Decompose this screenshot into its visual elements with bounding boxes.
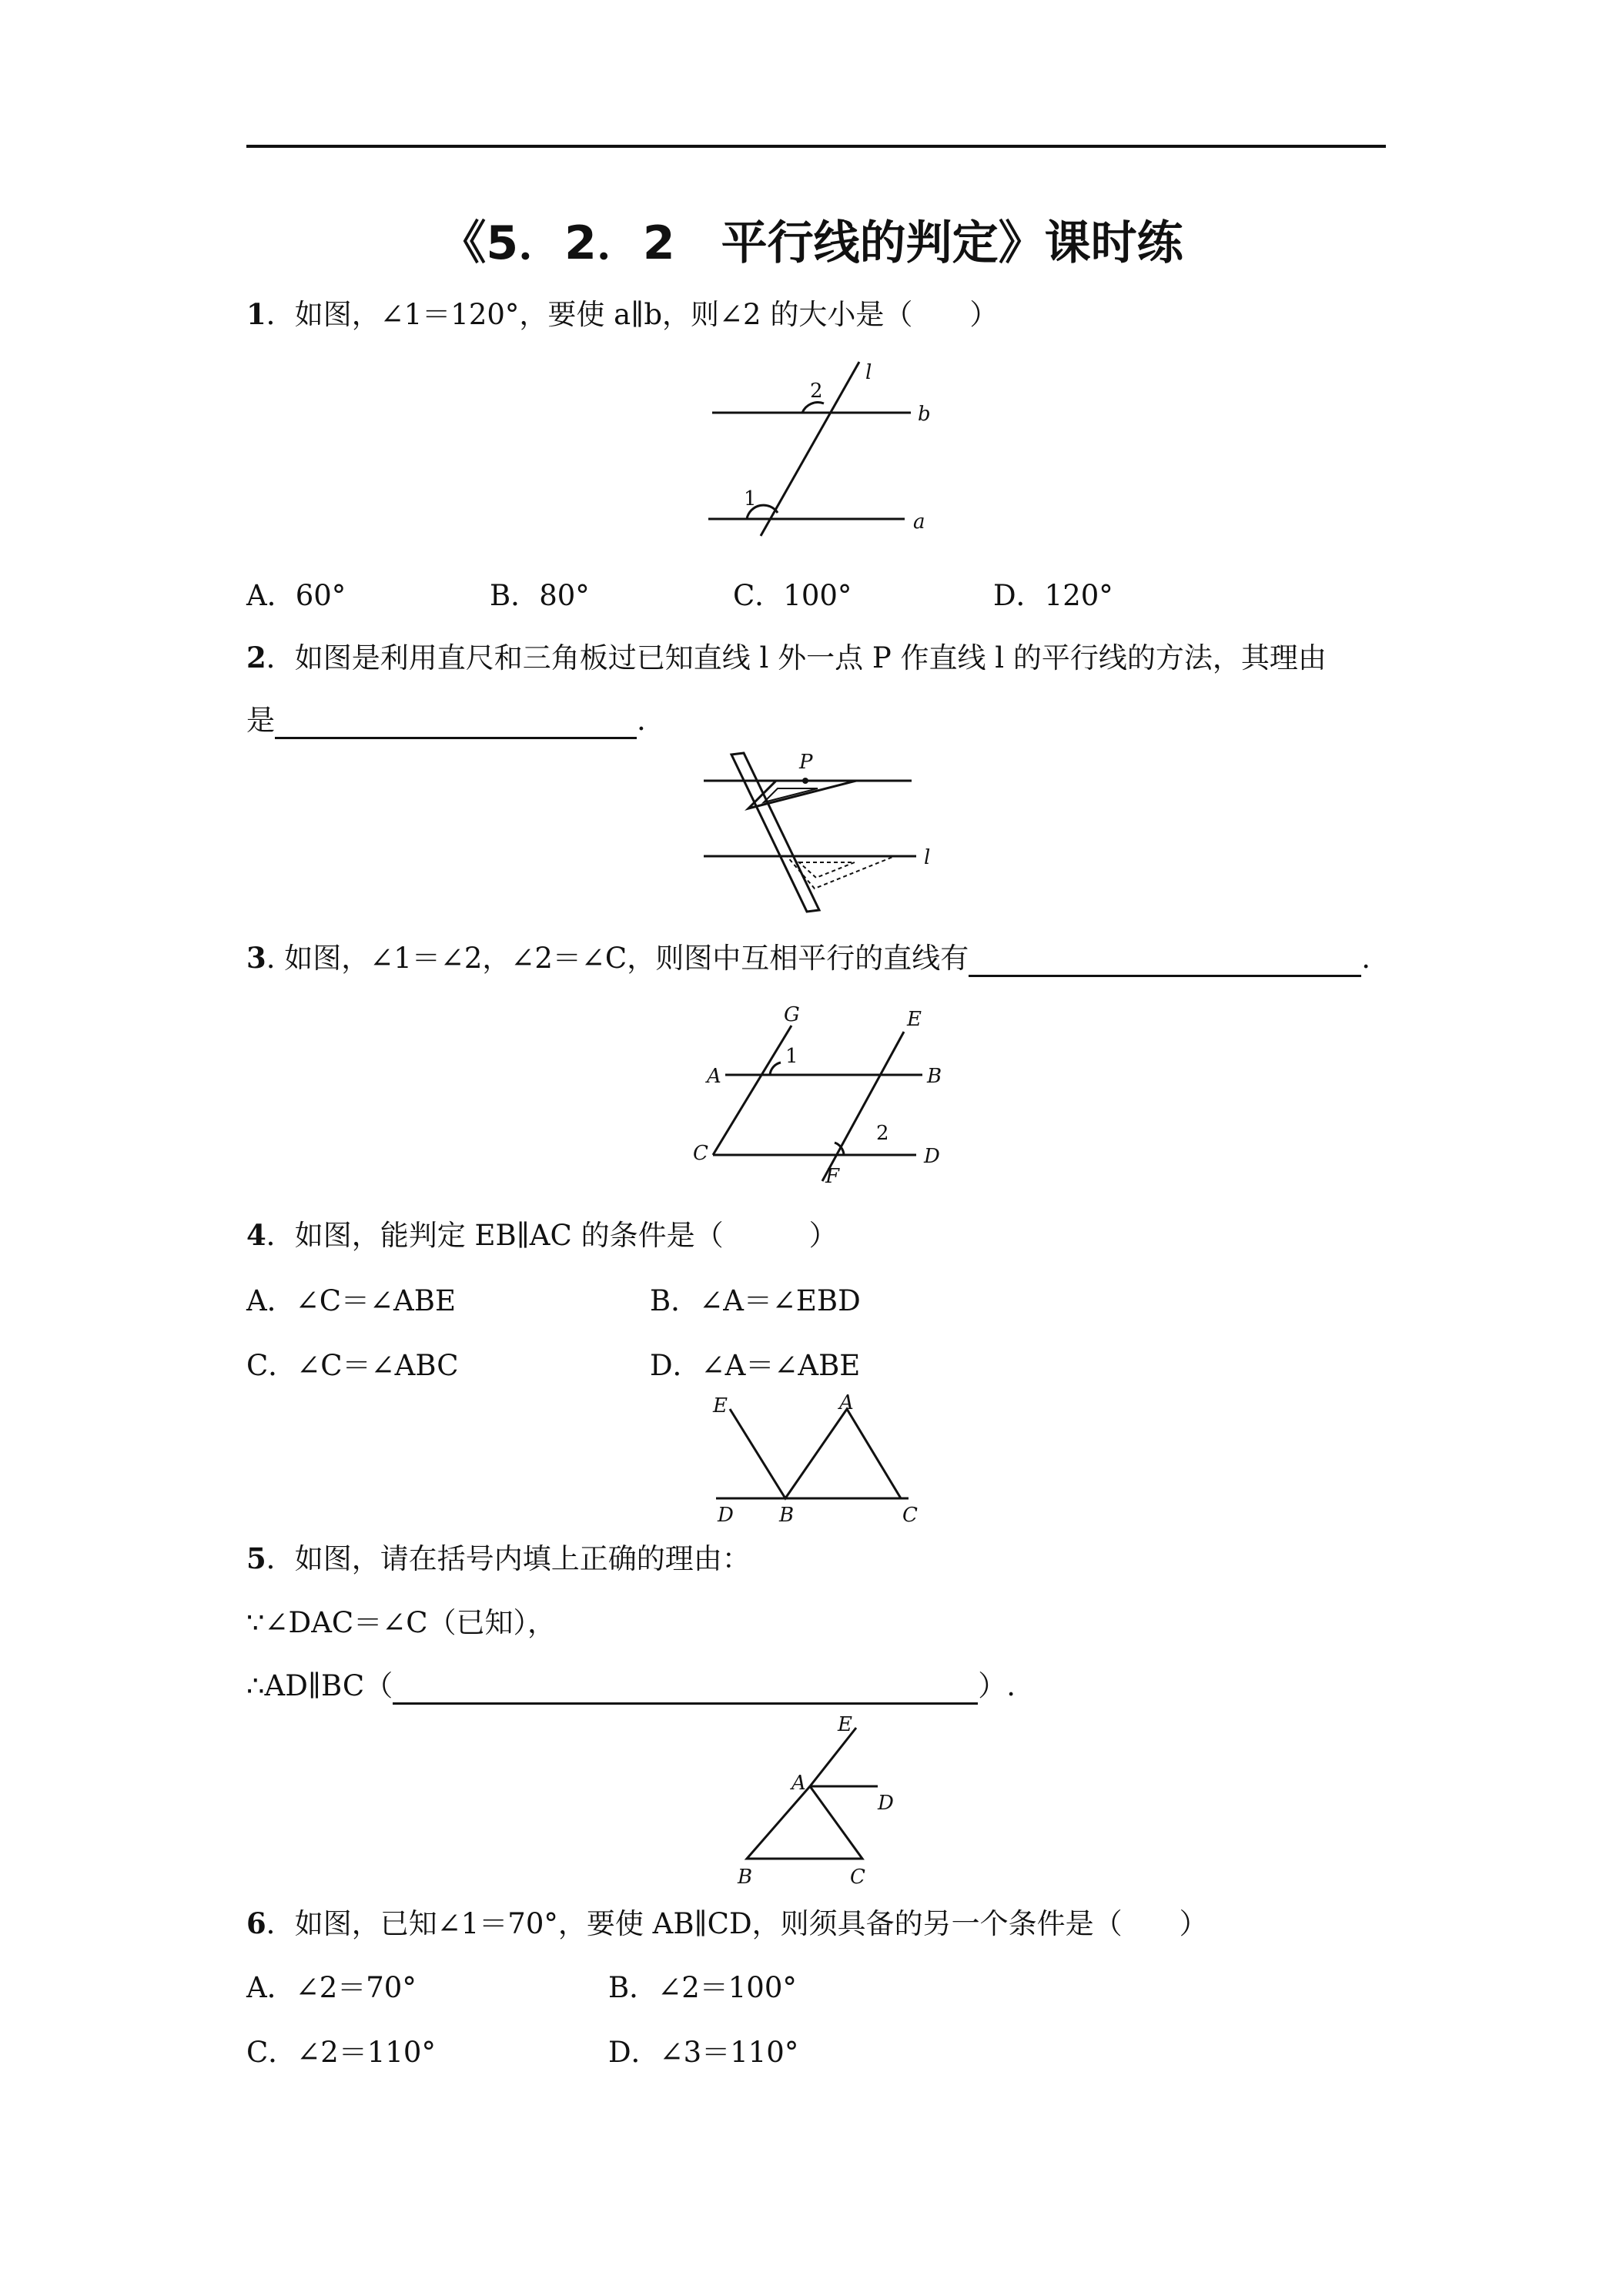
- q5-stem: [246, 1540, 751, 1578]
- q1-angle2-arc: [802, 403, 824, 413]
- q4-label-d: D: [718, 1504, 734, 1527]
- q5-line2: ∵∠DAC＝∠C（已知），: [246, 1606, 557, 1639]
- page-title: 《5．2．2 平行线的判定》课时练: [440, 216, 1183, 270]
- q3-label-a: A: [707, 1065, 721, 1088]
- q1-label-b: b: [918, 403, 931, 426]
- q2-text2-end: .: [637, 704, 646, 737]
- q2-text: ．如图是利用直尺和三角板过已知直线 l 外一点 P 作直线 l 的平行线的方法，其理由: [266, 641, 1327, 674]
- q5-line3: [246, 1668, 1016, 1705]
- q4-label-c: C: [902, 1504, 918, 1527]
- q2-point-p: [802, 778, 808, 784]
- q2-label-l: l: [924, 846, 931, 869]
- q4-number: 4: [246, 1218, 266, 1252]
- q4-label-e: E: [713, 1394, 728, 1417]
- q6-option-b: B．∠2＝100°: [608, 1971, 797, 2004]
- q1-label-a: a: [913, 510, 925, 534]
- q4-option-a: A．∠C＝∠ABE: [246, 1284, 456, 1317]
- q2-stem-line2: [246, 702, 646, 739]
- q1-option-d: D．120°: [993, 579, 1113, 612]
- q2-stem: [246, 639, 1327, 677]
- q5-answer-blank[interactable]: [393, 1672, 978, 1705]
- q4-text: ．如图，能判定 EB∥AC 的条件是（ ）: [266, 1219, 838, 1252]
- q3-text-end: .: [1361, 942, 1370, 975]
- q1-option-a: A．60°: [246, 579, 346, 612]
- q1-label-angle2: 2: [810, 380, 823, 403]
- q6-option-c: C．∠2＝110°: [246, 2036, 436, 2069]
- q3-text: . 如图，∠1＝∠2，∠2＝∠C，则图中互相平行的直线有: [266, 942, 969, 975]
- q3-label-e: E: [907, 1008, 922, 1031]
- q6-option-a: A．∠2＝70°: [246, 1971, 417, 2004]
- q3-angle1-arc: [770, 1063, 781, 1075]
- q4-option-d: D．∠A＝∠ABE: [650, 1349, 861, 1382]
- q1-option-b: B．80°: [490, 579, 590, 612]
- q3-label-g: G: [784, 1003, 800, 1026]
- q4-path-ebac: [730, 1409, 901, 1498]
- q2-label-p: P: [799, 751, 813, 774]
- q1-label-l: l: [865, 361, 872, 384]
- q5-label-a: A: [791, 1772, 806, 1795]
- q3-label-f: F: [825, 1165, 840, 1188]
- q2-triangle-top-inner: [764, 788, 818, 802]
- q1-label-angle1: 1: [744, 487, 757, 510]
- q3-stem: [246, 939, 1370, 977]
- q3-answer-blank[interactable]: [969, 944, 1361, 977]
- q5-label-b: B: [738, 1866, 753, 1889]
- q2-answer-blank[interactable]: [275, 706, 637, 739]
- q1-figure: [693, 354, 955, 539]
- q5-label-d: D: [878, 1792, 894, 1815]
- q5-line-ea: [810, 1728, 856, 1786]
- q5-label-c: C: [850, 1866, 865, 1889]
- q1-stem: [246, 296, 998, 333]
- q4-label-b: B: [779, 1504, 795, 1527]
- q5-triangle-abc: [747, 1786, 862, 1859]
- header-rule: [246, 145, 1386, 148]
- q4-option-c: C．∠C＝∠ABC: [246, 1349, 459, 1382]
- q5-figure: [724, 1714, 924, 1891]
- q6-number: 6: [246, 1906, 266, 1940]
- q2-number: 2: [246, 641, 266, 674]
- q2-ruler: [731, 753, 819, 912]
- q1-option-c: C．100°: [733, 579, 852, 612]
- q5-line3-end: ）.: [978, 1669, 1016, 1702]
- q5-number: 5: [246, 1541, 266, 1575]
- q5-text: ．如图，请在括号内填上正确的理由：: [266, 1542, 751, 1575]
- q3-line-ef: [822, 1032, 904, 1181]
- q5-label-e: E: [838, 1713, 852, 1736]
- q3-figure: [693, 1001, 955, 1193]
- q6-option-d: D．∠3＝110°: [608, 2036, 799, 2069]
- q6-stem: [246, 1905, 1208, 1943]
- q3-number: 3: [246, 941, 266, 975]
- q2-triangle-dashed: [787, 856, 895, 889]
- q4-option-b: B．∠A＝∠EBD: [650, 1284, 861, 1317]
- q2-figure: [693, 747, 970, 924]
- q1-number: 1: [246, 297, 266, 331]
- q3-label-angle1: 1: [785, 1045, 798, 1068]
- q6-text: ．如图，已知∠1＝70°，要使 AB∥CD，则须具备的另一个条件是（ ）: [266, 1907, 1208, 1940]
- q4-label-a: A: [839, 1391, 854, 1414]
- q3-line-gc: [713, 1026, 791, 1155]
- q1-text: ．如图，∠1＝120°，要使 a∥b，则∠2 的大小是（ ）: [266, 298, 999, 331]
- q2-text2: 是: [246, 704, 275, 737]
- q4-stem: [246, 1217, 838, 1254]
- q5-line3-start: ∴AD∥BC（: [246, 1669, 393, 1702]
- q3-label-b: B: [927, 1065, 942, 1088]
- q3-label-angle2: 2: [876, 1122, 889, 1145]
- q3-label-c: C: [693, 1142, 708, 1165]
- q4-figure: [701, 1391, 939, 1527]
- q3-label-d: D: [924, 1145, 940, 1168]
